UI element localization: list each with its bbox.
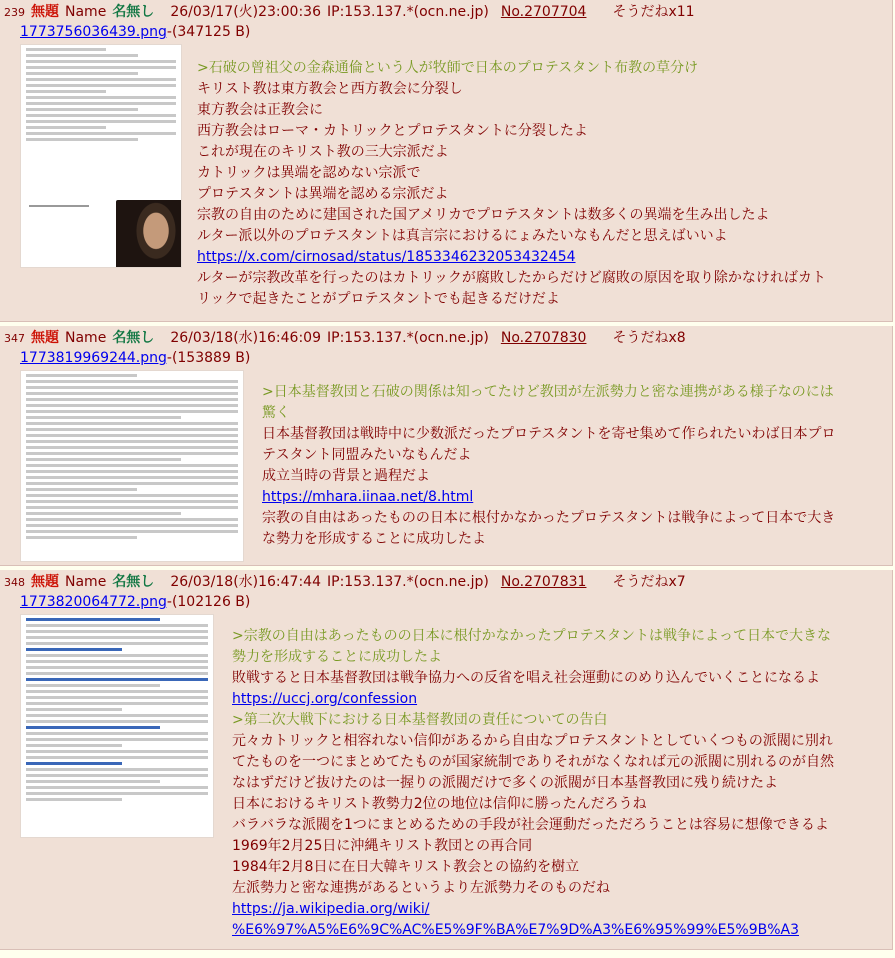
post-no-link[interactable]: No.2707831 <box>500 574 587 590</box>
text-line: 1984年2月8日に在日大韓キリスト教会との協約を樹立 <box>232 859 580 875</box>
quote-line: >第二次大戦下における日本基督教団の責任についての告白 <box>232 712 608 728</box>
post-subject: 無題 <box>31 4 59 20</box>
quote-line: 驚く <box>262 405 290 421</box>
post-datetime: 26/03/17(火)23:00:36 <box>170 4 321 20</box>
text-line: テスタント同盟みたいなもんだよ <box>262 447 472 463</box>
name-label: Name <box>65 4 107 20</box>
quote-line: 勢力を形成することに成功したよ <box>232 649 442 665</box>
post-datetime: 26/03/18(水)16:47:44 <box>170 574 321 590</box>
post-number: 347 <box>4 332 25 345</box>
file-size: -(347125 B) <box>166 24 251 40</box>
text-line: これが現在のキリスト教の三大宗派だよ <box>197 144 449 160</box>
post-no-link[interactable]: No.2707830 <box>500 330 587 346</box>
post-header <box>4 328 692 349</box>
post-datetime: 26/03/18(水)16:46:09 <box>170 330 321 346</box>
file-link[interactable]: 1773820064772.png <box>20 594 167 610</box>
text-line: 宗教の自由のために建国された国アメリカでプロテスタントは数多くの異端を生み出したよ <box>197 207 770 223</box>
external-link[interactable]: https://uccj.org/confession <box>232 691 418 707</box>
post-ip: IP:153.137.*(ocn.ne.jp) <box>327 4 489 20</box>
file-info <box>20 22 250 42</box>
external-link[interactable]: %E6%97%A5%E6%9C%AC%E5%9F%BA%E7%9D%A3%E6%95%99%E5%9B%A3 <box>232 922 799 938</box>
post-body <box>197 58 826 310</box>
name-label: Name <box>65 574 107 590</box>
text-line: ルター派以外のプロテスタントは真言宗におけるにょみたいなもんだと思えばいいよ <box>197 228 728 244</box>
text-line: プロテスタントは異端を認める宗派だよ <box>197 186 449 202</box>
text-line: カトリックは異端を認めない宗派で <box>197 165 421 181</box>
post-thumbnail[interactable] <box>20 614 214 838</box>
post-number: 239 <box>4 6 25 19</box>
file-size: -(153889 B) <box>166 350 251 366</box>
external-link[interactable]: https://mhara.iinaa.net/8.html <box>262 489 474 505</box>
portrait-image <box>116 200 182 268</box>
post-body <box>262 382 835 550</box>
sodane-button[interactable]: そうだねx11 <box>612 4 695 20</box>
file-link[interactable]: 1773819969244.png <box>20 350 167 366</box>
quote-line: >日本基督教団と石破の関係は知ってたけど教団が左派勢力と密な連携がある様子なのには <box>262 384 834 400</box>
text-line: 日本基督教団は戦時中に少数派だったプロテスタントを寄せ集めて作られたいわば日本プロ <box>262 426 836 442</box>
post-header <box>4 572 692 593</box>
text-line: 西方教会はローマ・カトリックとプロテスタントに分裂したよ <box>197 123 588 139</box>
text-line: 左派勢力と密な連携があるというより左派勢力そのものだね <box>232 880 610 896</box>
file-link[interactable]: 1773756036439.png <box>20 24 167 40</box>
sodane-button[interactable]: そうだねx7 <box>612 574 686 590</box>
text-line: なはずだけど抜けたのは一握りの派閥だけで多くの派閥が日本基督教団に残り続けたよ <box>232 775 778 791</box>
text-line: な勢力を形成することに成功したよ <box>262 531 486 547</box>
post-347 <box>0 326 893 566</box>
text-line: ルターが宗教改革を行ったのはカトリックが腐敗したからだけど腐敗の原因を取り除かなければカト <box>197 270 826 286</box>
name-label: Name <box>65 330 107 346</box>
text-line: 1969年2月25日に沖縄キリスト教団との再合同 <box>232 838 533 854</box>
text-line: てたものを一つにまとめてたものが国家統制でありそれがなくなれば元の派閥に別れるのが自然 <box>232 754 834 770</box>
text-line: リックで起きたことがプロテスタントでも起きるだけだよ <box>197 291 560 307</box>
post-subject: 無題 <box>31 330 59 346</box>
text-line: 元々カトリックと相容れない信仰があるから自由なプロテスタントとしていくつもの派閥に別れ <box>232 733 833 749</box>
post-thumbnail[interactable] <box>20 44 182 268</box>
text-line: バラバラな派閥を1つにまとめるための手段が社会運動だっただろうことは容易に想像できるよ <box>232 817 829 833</box>
text-line: 成立当時の背景と過程だよ <box>262 468 430 484</box>
post-348 <box>0 570 893 950</box>
quote-line: >宗教の自由はあったものの日本に根付かなかったプロテスタントは戦争によって日本で大きな <box>232 628 832 644</box>
post-body <box>232 626 834 941</box>
post-subject: 無題 <box>31 574 59 590</box>
file-size: -(102126 B) <box>166 594 251 610</box>
poster-name: 名無し <box>112 4 155 20</box>
poster-name: 名無し <box>112 574 155 590</box>
text-line: 東方教会は正教会に <box>197 102 323 118</box>
external-link[interactable]: https://x.com/cirnosad/status/1853346232053432454 <box>197 249 576 265</box>
post-header <box>4 2 701 23</box>
poster-name: 名無し <box>112 330 155 346</box>
file-info <box>20 348 250 368</box>
quote-line: >石破の曾祖父の金森通倫という人が牧師で日本のプロテスタント布教の草分け <box>197 60 699 76</box>
sodane-button[interactable]: そうだねx8 <box>612 330 686 346</box>
text-line: 敗戦すると日本基督教団は戦争協力への反省を唱え社会運動にのめり込んでいくことになるよ <box>232 670 820 686</box>
text-line: キリスト教は東方教会と西方教会に分裂し <box>197 81 463 97</box>
text-line: 日本におけるキリスト教勢力2位の地位は信仰に勝ったんだろうね <box>232 796 647 812</box>
post-ip: IP:153.137.*(ocn.ne.jp) <box>327 574 489 590</box>
post-thumbnail[interactable] <box>20 370 244 562</box>
post-ip: IP:153.137.*(ocn.ne.jp) <box>327 330 489 346</box>
text-line: 宗教の自由はあったものの日本に根付かなかったプロテスタントは戦争によって日本で大き <box>262 510 836 526</box>
post-number: 348 <box>4 576 25 589</box>
external-link[interactable]: https://ja.wikipedia.org/wiki/ <box>232 901 430 917</box>
post-239 <box>0 0 893 322</box>
post-no-link[interactable]: No.2707704 <box>500 4 587 20</box>
file-info <box>20 592 250 612</box>
